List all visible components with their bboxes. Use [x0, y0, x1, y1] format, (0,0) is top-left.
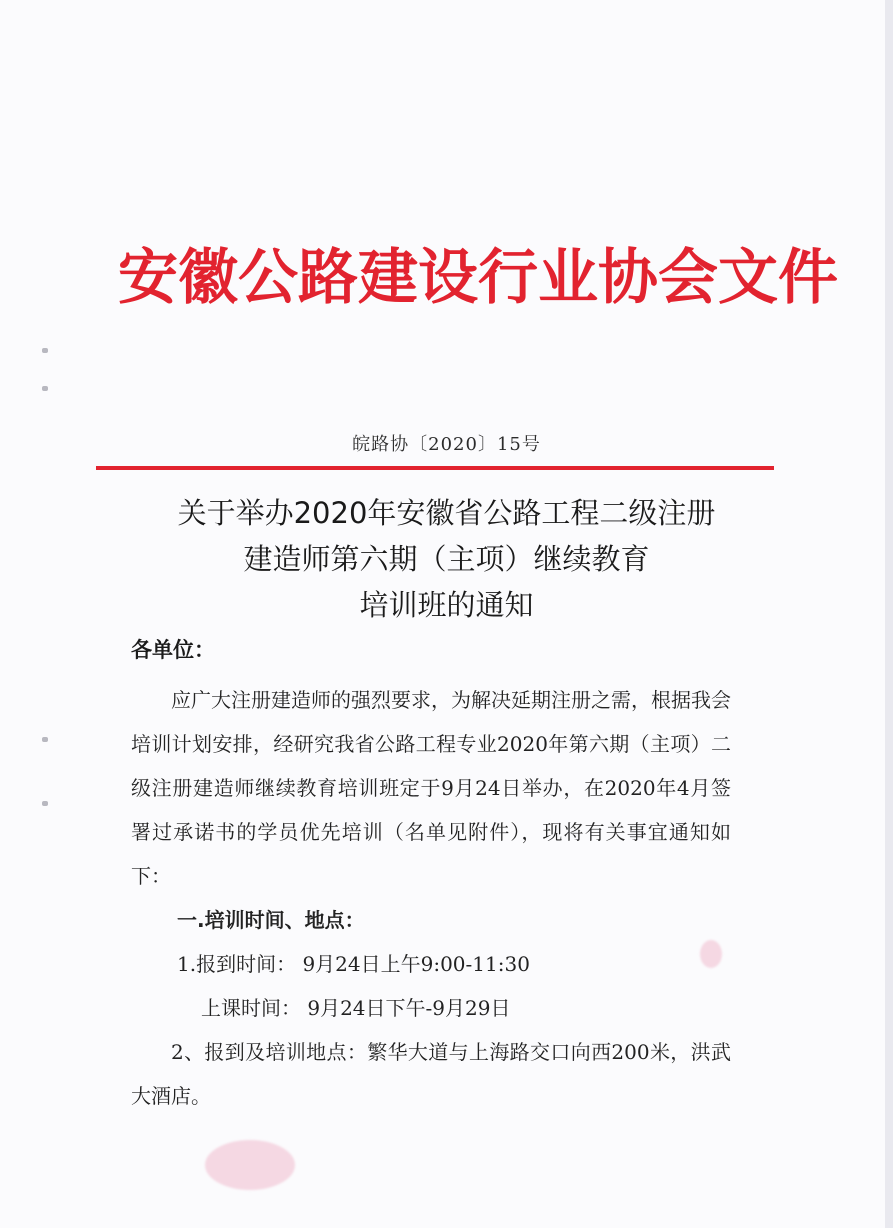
title-line-3: 培训班的通知 — [359, 588, 534, 622]
intro-paragraph: 应广大注册建造师的强烈要求，为解决延期注册之需，根据我会培训计划安排，经研究我省公路工程专业2020年第六期（主项）二级注册建造师继续教育培训班定于9月24日举办，在2020年4月签署过承诺书的学员优先培训（名单见附件），现将有关事宜通知如下： — [131, 688, 731, 888]
issuer-header: 安徽公路建设行业协会文件 — [118, 243, 838, 313]
section-heading: 一.培训时间、地点： — [177, 908, 365, 932]
class-time: 上课时间： 9月24日下午-9月29日 — [201, 996, 511, 1020]
red-divider-line — [96, 466, 774, 470]
binding-hole-mark — [42, 348, 48, 353]
binding-hole-mark — [42, 386, 48, 391]
stamp-ink-mark — [700, 940, 722, 968]
binding-hole-mark — [42, 801, 48, 806]
title-line-2: 建造师第六期（主项）继续教育 — [243, 542, 650, 576]
training-location: 2、报到及培训地点：繁华大道与上海路交口向西200米，洪武大酒店。 — [131, 1040, 731, 1108]
binding-hole-mark — [42, 737, 48, 742]
title-line-1: 关于举办2020年安徽省公路工程二级注册 — [177, 496, 716, 530]
document-body — [131, 678, 731, 1118]
salutation: 各单位： — [131, 638, 215, 662]
stamp-ink-mark — [205, 1140, 295, 1190]
document-title — [0, 490, 893, 628]
document-number: 皖路协〔2020〕15号 — [352, 434, 541, 455]
registration-time: 1.报到时间： 9月24日上午9:00-11:30 — [177, 952, 530, 976]
